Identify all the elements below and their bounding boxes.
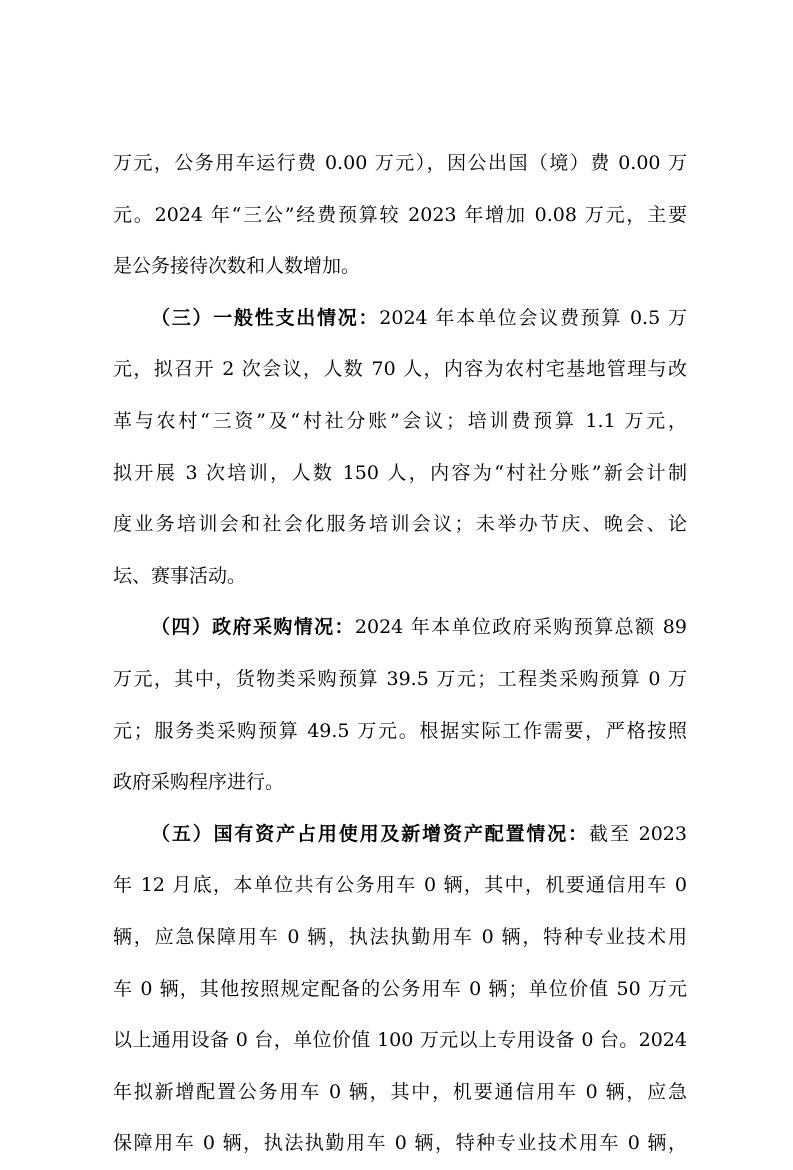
text-run: 2024 年本单位政府采购预算总额 89: [354, 616, 687, 639]
text-line: 以上通用设备 0 台，单位价值 100 万元以上专用设备 0 台。2024: [113, 1029, 687, 1052]
text-run: 截至 2023: [589, 822, 687, 845]
document-body: [113, 138, 687, 1170]
text-line: 年拟新增配置公务用车 0 辆，其中，机要通信用车 0 辆，应急: [113, 1080, 687, 1103]
text-line: 保障用车 0 辆，执法执勤用车 0 辆，特种专业技术用车 0 辆，: [113, 1132, 687, 1155]
text-line: 万元，公务用车运行费 0.00 万元），因公出国（境）费 0.00 万: [113, 152, 687, 174]
text-line: 元；服务类采购预算 49.5 万元。根据实际工作需要，严格按照: [113, 719, 687, 742]
text-line: 拟开展 3 次培训，人数 150 人，内容为“村社分账”新会计制: [113, 461, 687, 484]
text-line: 度业务培训会和社会化服务培训会议；未举办节庆、晚会、论: [113, 513, 687, 536]
text-line: 是公务接待次数和人数增加。: [113, 255, 361, 278]
text-line: 政府采购程序进行。: [113, 771, 285, 794]
text-line: 革与农村“三资”及“村社分账”会议；培训费预算 1.1 万元，: [113, 409, 687, 432]
section-heading-general-expenditure: （三）一般性支出情况：: [151, 306, 380, 329]
text-line: 年 12 月底，本单位共有公务用车 0 辆，其中，机要通信用车 0: [113, 874, 687, 897]
text-line: 车 0 辆，其他按照规定配备的公务用车 0 辆；单位价值 50 万元: [113, 977, 687, 1000]
paragraph-first-line: [113, 809, 687, 861]
text-line: 辆，应急保障用车 0 辆，执法执勤用车 0 辆，特种专业技术用: [113, 925, 687, 948]
text-line: 坛、赛事活动。: [113, 564, 247, 587]
text-line: 元，拟召开 2 次会议，人数 70 人，内容为农村宅基地管理与改: [113, 358, 687, 381]
paragraph-first-line: [113, 602, 687, 654]
text-line: 万元，其中，货物类采购预算 39.5 万元；工程类采购预算 0 万: [113, 667, 687, 690]
text-line: 元。2024 年“三公”经费预算较 2023 年增加 0.08 万元，主要: [113, 203, 687, 226]
paragraph-first-line: [113, 293, 687, 345]
section-heading-government-procurement: （四）政府采购情况：: [151, 616, 355, 639]
text-run: 2024 年本单位会议费预算 0.5 万: [379, 306, 687, 329]
section-heading-state-assets: （五）国有资产占用使用及新增资产配置情况：: [151, 822, 590, 845]
